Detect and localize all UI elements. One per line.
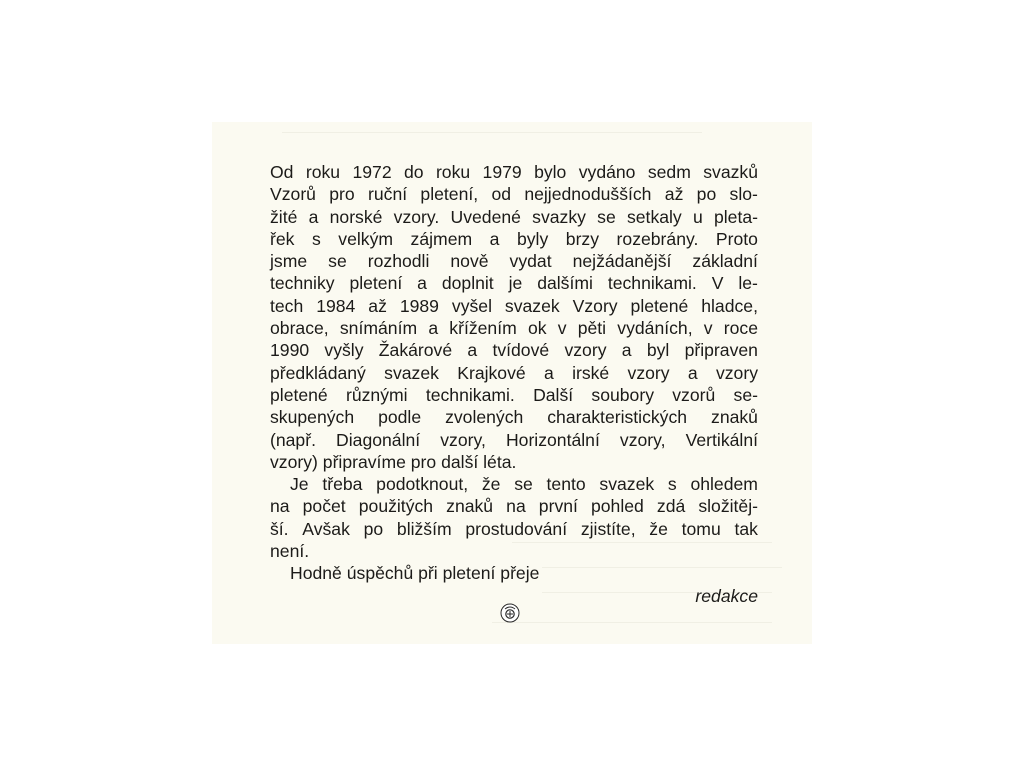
text-line: vzory) připravíme pro další léta. (270, 451, 517, 472)
paragraph-2 (270, 473, 758, 562)
text-line: na počet použitých znaků na první pohled zdá složitěj- (270, 496, 758, 517)
text-line: ší. Avšak po bližším prostudování zjistíte, že tomu tak (270, 518, 758, 539)
text-line: Hodně úspěchů při pletení přeje (290, 563, 540, 584)
preface-text (270, 161, 758, 607)
text-line: žité a norské vzory. Uvedené svazky se setkaly u pleta- (270, 206, 758, 227)
text-line: Od roku 1972 do roku 1979 bylo vydáno sedm svazků (270, 162, 758, 182)
text-line: jsme se rozhodli nově vydat nejžádanější základní (270, 251, 758, 272)
paragraph-1 (270, 161, 758, 473)
text-line: není. (270, 541, 310, 562)
text-line: obrace, snímáním a křížením ok v pěti vydáních, v roce (270, 318, 758, 339)
show-through-line (492, 622, 772, 623)
text-line: předkládaný svazek Krajkové a irské vzory a vzory (270, 362, 758, 383)
text-line: Vzorů pro ruční pletení, od nejjednodušších až po slo- (270, 184, 758, 205)
text-line: Je třeba podotknout, že se tento svazek s ohledem (290, 474, 758, 495)
publisher-logo-icon (500, 603, 520, 623)
text-line: techniky pletení a doplnit je dalšími technikami. V le- (270, 273, 758, 294)
paragraph-3 (270, 562, 758, 584)
text-line: tech 1984 až 1989 vyšel svazek Vzory pletené hladce, (270, 295, 758, 316)
text-line: (např. Diagonální vzory, Horizontální vzory, Vertikální (270, 429, 758, 450)
text-line: řek s velkým zájmem a byly brzy rozebrány. Proto (270, 228, 758, 249)
text-line: 1990 vyšly Žakárové a tvídové vzory a byl připraven (270, 340, 758, 361)
text-line: skupených podle zvolených charakteristických znaků (270, 407, 758, 428)
show-through-line (282, 132, 702, 133)
text-line: pletené různými technikami. Další soubory vzorů se- (270, 384, 758, 405)
signature: redakce (695, 585, 758, 606)
